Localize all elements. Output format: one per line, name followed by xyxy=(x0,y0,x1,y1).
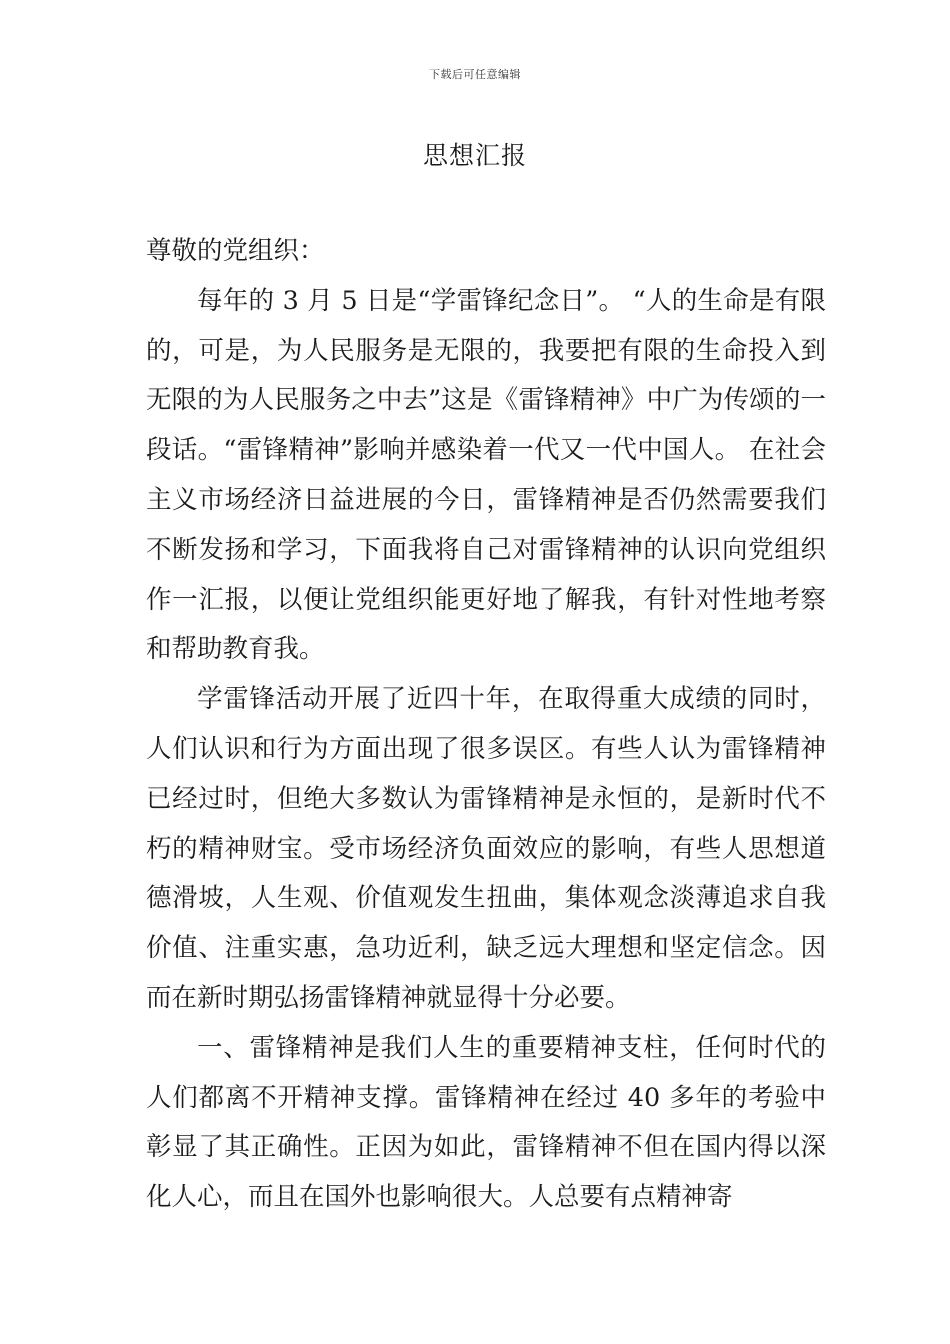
paragraph-1: 每年的 3 月 5 日是“学雷锋纪念日”。 “人的生命是有限的，可是，为人民服务是无限的，我要把有限的生命投入到无限的为人民服务之中去”这是《雷锋精神》中广为传颂的一段话。“雷锋精神”影响并感染着一代又一代中国人。 在社会主义市场经济日益进展的今日，雷锋精神是否仍然需要我们不断发扬和学习，下面我将自己对雷锋精神的认识向党组织作一汇报，以便让党组织能更好地了解我，有针对性地考察和帮助教育我。 xyxy=(146,285,826,665)
document-title: 思想汇报 xyxy=(422,141,527,170)
salutation: 尊敬的党组织： xyxy=(146,236,325,266)
paragraph-2: 学雷锋活动开展了近四十年，在取得重大成绩的同时，人们认识和行为方面出现了很多误区。有些人认为雷锋精神已经过时，但绝大多数认为雷锋精神是永恒的，是新时代不朽的精神财宝。受市场经济负面效应的影响，有些人思想道德滑坡，人生观、价值观发生扭曲，集体观念淡薄追求自我价值、注重实惠，急功近利，缺乏远大理想和坚定信念。因而在新时期弘扬雷锋精神就显得十分必要。 xyxy=(146,684,826,1013)
header-note: 下载后可任意编辑 xyxy=(429,68,521,81)
paragraph-3: 一、雷锋精神是我们人生的重要精神支柱，任何时代的人们都离不开精神支撑。雷锋精神在经过 40 多年的考验中彰显了其正确性。正因为如此，雷锋精神不但在国内得以深化人心，而且在国外也影响很大。人总要有点精神寄 xyxy=(146,1032,826,1213)
document-body xyxy=(146,227,826,1223)
